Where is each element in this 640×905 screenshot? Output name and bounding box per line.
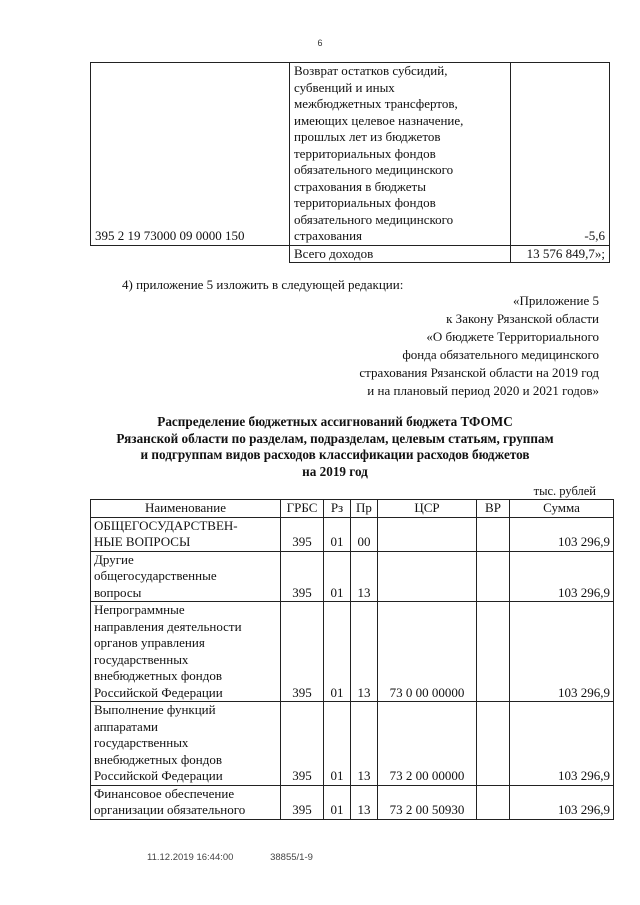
row-name-line: Финансовое обеспечение [94, 785, 235, 801]
header-csr: ЦСР [378, 500, 477, 518]
row-pr: 00 [351, 517, 378, 551]
row-csr: 73 2 00 50930 [378, 785, 477, 819]
row-sum: 103 296,9 [510, 602, 614, 702]
total-sum: 13 576 849,7»; [511, 245, 610, 263]
row-csr: 73 2 00 00000 [378, 702, 477, 786]
row-name-line: Российской Федерации [94, 684, 223, 700]
row-grbs: 395 [281, 551, 324, 602]
row-name-line: аппаратами [94, 718, 159, 734]
row-pr: 13 [351, 602, 378, 702]
income-code: 395 2 19 73000 09 0000 150 [91, 63, 290, 246]
row-vr [477, 785, 510, 819]
row-vr [477, 517, 510, 551]
appendix-line: и на плановый период 2020 и 2021 годов» [367, 383, 599, 398]
appendix-line: «Приложение 5 [512, 293, 599, 308]
heading-line: и подгруппам видов расходов классификации расходов бюджетов [140, 447, 530, 462]
row-name [91, 602, 281, 702]
table-row [91, 785, 614, 819]
appendix-reference [219, 292, 599, 400]
income-name-line: территориальных фондов [294, 195, 436, 210]
income-name-line: прошлых лет из бюджетов [294, 129, 441, 144]
row-name-line: органов управления [94, 635, 205, 650]
row-name-line: Другие [94, 551, 134, 567]
table-row [91, 517, 614, 551]
income-name-line: имеющих целевое назначение, [294, 112, 464, 128]
footer [147, 852, 347, 863]
row-name-line: вопросы [94, 584, 142, 600]
row-rz: 01 [324, 551, 351, 602]
header-grbs: ГРБС [281, 500, 324, 518]
total-label: Всего доходов [290, 245, 511, 263]
row-rz: 01 [324, 517, 351, 551]
header-vr: ВР [477, 500, 510, 518]
heading-line: Распределение бюджетных ассигнований бюджета ТФОМС [157, 414, 513, 429]
row-grbs: 395 [281, 785, 324, 819]
appendix-line: фонда обязательного медицинского [402, 347, 599, 362]
income-name-line: обязательного медицинского [294, 162, 454, 177]
table-row [91, 551, 614, 602]
income-table-tail [90, 62, 610, 263]
row-rz: 01 [324, 702, 351, 786]
page-number: 6 [317, 38, 323, 48]
income-sum: -5,6 [511, 63, 610, 246]
heading-line: на 2019 год [302, 463, 368, 479]
row-name-line: внебюджетных фондов [94, 668, 222, 683]
income-name [290, 63, 511, 246]
table-row-total [91, 245, 610, 263]
table-row [91, 63, 610, 246]
row-name-line: организации обязательного [94, 802, 246, 817]
header-rz: Рз [324, 500, 351, 518]
expenditure-table [90, 499, 614, 820]
row-grbs: 395 [281, 702, 324, 786]
header-pr: Пр [351, 500, 378, 518]
income-name-line: субвенций и иных [294, 79, 395, 95]
table-row [91, 602, 614, 702]
row-name-line: направления деятельности [94, 618, 242, 634]
income-name-line: территориальных фондов [294, 145, 436, 161]
row-name-line: Выполнение функций [94, 702, 216, 717]
row-grbs: 395 [281, 517, 324, 551]
row-sum: 103 296,9 [510, 551, 614, 602]
header-sum: Сумма [510, 500, 614, 518]
table-header-row [91, 500, 614, 518]
footer-doc-code: 38855/1-9 [270, 852, 313, 863]
row-name-line: государственных [94, 735, 189, 750]
row-rz: 01 [324, 602, 351, 702]
income-name-line: страхования в бюджеты [294, 178, 426, 194]
empty-cell [91, 245, 290, 263]
row-sum: 103 296,9 [510, 517, 614, 551]
row-pr: 13 [351, 702, 378, 786]
row-name-line: ОБЩЕГОСУДАРСТВЕН- [94, 517, 238, 533]
row-vr [477, 551, 510, 602]
row-name-line: НЫЕ ВОПРОСЫ [94, 534, 191, 549]
row-name [91, 551, 281, 602]
income-name-line: межбюджетных трансфертов, [294, 96, 458, 111]
table-row [91, 702, 614, 786]
row-csr [378, 551, 477, 602]
row-name-line: общегосударственные [94, 568, 217, 583]
row-name-line: Российской Федерации [94, 768, 223, 783]
row-name [91, 785, 281, 819]
row-vr [477, 702, 510, 786]
row-vr [477, 602, 510, 702]
income-name-line: обязательного медицинского [294, 211, 454, 227]
income-name-lines [294, 63, 506, 245]
row-name-line: государственных [94, 651, 189, 667]
table-heading [70, 414, 600, 480]
income-name-line: страхования [294, 228, 363, 243]
row-pr: 13 [351, 785, 378, 819]
appendix-line: страхования Рязанской области на 2019 год [359, 365, 599, 380]
row-sum: 103 296,9 [510, 785, 614, 819]
amendment-text: 4) приложение 5 изложить в следующей редакции: [122, 277, 404, 292]
row-pr: 13 [351, 551, 378, 602]
row-grbs: 395 [281, 602, 324, 702]
appendix-line: «О бюджете Территориального [426, 329, 599, 344]
row-rz: 01 [324, 785, 351, 819]
row-name [91, 702, 281, 786]
row-sum: 103 296,9 [510, 702, 614, 786]
unit-label: тыс. рублей [533, 484, 596, 498]
row-name-line: внебюджетных фондов [94, 751, 222, 767]
appendix-line: к Закону Рязанской области [446, 311, 599, 326]
income-name-line: Возврат остатков субсидий, [294, 63, 448, 78]
row-csr [378, 517, 477, 551]
row-csr: 73 0 00 00000 [378, 602, 477, 702]
footer-timestamp: 11.12.2019 16:44:00 [147, 852, 234, 863]
heading-line: Рязанской области по разделам, подразделам, целевым статьям, группам [116, 430, 554, 446]
header-name: Наименование [91, 500, 281, 518]
row-name-line: Непрограммные [94, 602, 185, 617]
row-name [91, 517, 281, 551]
